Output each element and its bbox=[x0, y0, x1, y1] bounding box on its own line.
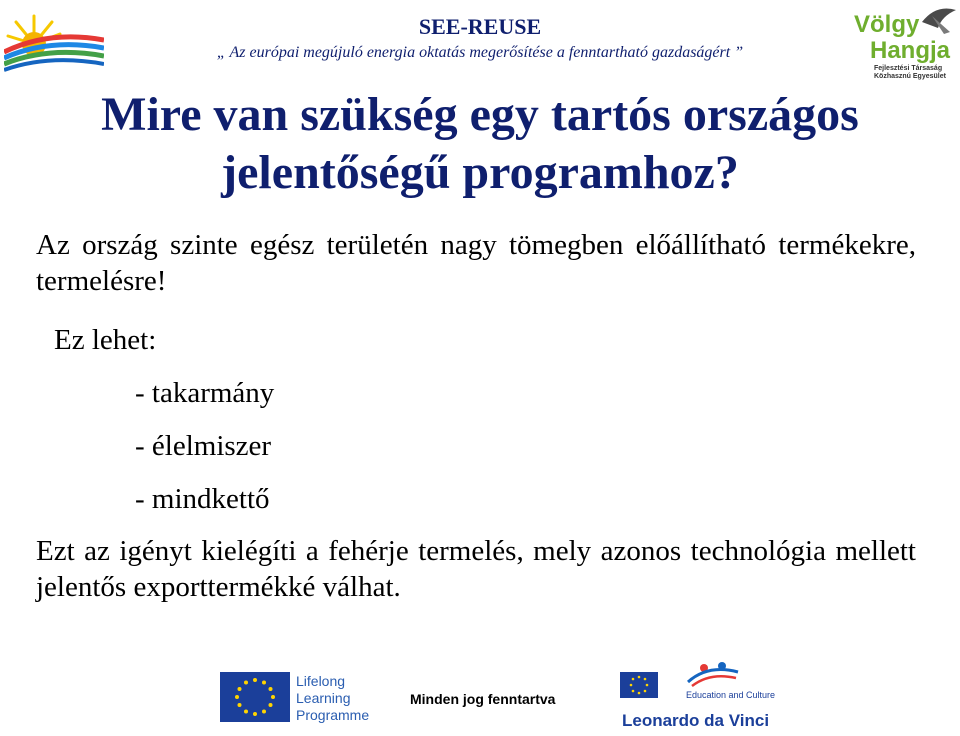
volgy-logo-line1: Völgy bbox=[854, 11, 920, 38]
leo-logo-education: Education and Culture bbox=[686, 690, 776, 700]
slide-title: Mire van szükség egy tartós országos jelentőségű programhoz? bbox=[101, 88, 859, 199]
leonardo-da-vinci-logo-icon bbox=[618, 660, 798, 732]
lll-logo-line2: Learning bbox=[296, 690, 351, 706]
volgy-logo-caption1: Fejlesztési Társaság bbox=[874, 65, 943, 72]
lifelong-learning-logo-icon bbox=[220, 668, 390, 726]
header-title: SEE-REUSE bbox=[418, 14, 542, 39]
lll-logo-line3: Programme bbox=[296, 707, 370, 723]
list-intro: Ez lehet: bbox=[54, 324, 157, 356]
lll-logo-line1: Lifelong bbox=[296, 673, 346, 689]
copyright-notice: Minden jog fenntartva bbox=[410, 691, 556, 707]
volgy-logo-line2: Hangja bbox=[870, 37, 951, 64]
header-subtitle: „ Az európai megújuló energia oktatás megerősítése a fenntartható gazdaságért ” bbox=[216, 44, 744, 61]
list-item: - takarmány bbox=[135, 377, 275, 409]
list-item: - mindkettő bbox=[135, 483, 270, 515]
paragraph-intro: Az ország szinte egész területén nagy tömegben előállítható termékekre, termelésre! bbox=[36, 229, 916, 297]
leo-logo-name: Leonardo da Vinci bbox=[622, 711, 770, 730]
paragraph-conclusion: Ezt az igényt kielégíti a fehérje termelés, mely azonos technológia mellett jelentős exporttermékké válhat. bbox=[36, 535, 916, 603]
volgy-hangja-logo-icon bbox=[852, 2, 960, 84]
list-item: - élelmiszer bbox=[135, 430, 272, 462]
volgy-logo-caption2: Közhasznú Egyesület bbox=[874, 73, 946, 80]
